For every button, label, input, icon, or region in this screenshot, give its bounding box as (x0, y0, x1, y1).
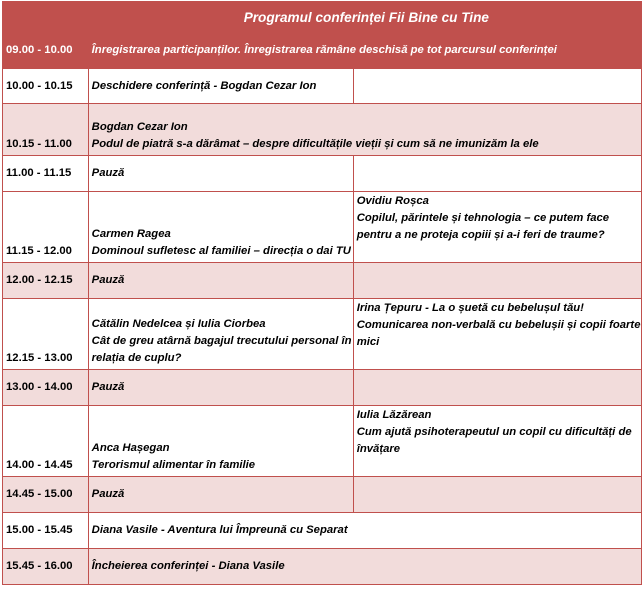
parallel-session-cell (353, 192, 641, 263)
time-cell: 12.15 - 13.00 (3, 299, 89, 370)
schedule-title: Programul conferinței Fii Bine cu Tine (88, 2, 641, 33)
session-cell (88, 477, 353, 513)
session-text: Cum ajută psihoterapeutul un copil cu dificultăți de învățare (356, 426, 632, 455)
speaker-name: Iulia Lăzărean (356, 409, 432, 421)
time-cell: 14.00 - 14.45 (3, 406, 89, 477)
schedule-row (3, 69, 642, 104)
schedule-row (3, 370, 642, 406)
time-cell: 09.00 - 10.00 (3, 33, 89, 69)
session-cell (88, 263, 353, 299)
time-cell: 10.15 - 11.00 (3, 104, 89, 156)
session-cell (88, 156, 353, 192)
schedule-row (3, 192, 642, 263)
title-blank-cell (3, 2, 89, 33)
session-cell (88, 370, 353, 406)
session-cell (88, 549, 641, 585)
schedule-row (3, 549, 642, 585)
session-cell (88, 406, 353, 477)
session-text: Înregistrarea participanților. Înregistrarea rămâne deschisă pe tot parcursul conferinței (91, 44, 557, 56)
parallel-session-cell (353, 477, 641, 513)
schedule-row (3, 263, 642, 299)
parallel-session-cell (353, 69, 641, 104)
session-cell (88, 104, 641, 156)
session-text: Terorismul alimentar în familie (91, 459, 256, 471)
time-cell: 15.45 - 16.00 (3, 549, 89, 585)
time-cell: 15.00 - 15.45 (3, 513, 89, 549)
schedule-row (3, 33, 642, 69)
time-cell: 14.45 - 15.00 (3, 477, 89, 513)
schedule-rows (3, 33, 642, 585)
time-cell: 11.15 - 12.00 (3, 192, 89, 263)
time-cell: 10.00 - 10.15 (3, 69, 89, 104)
schedule-row (3, 299, 642, 370)
parallel-session-cell (353, 263, 641, 299)
speaker-name: Irina Țepuru - La o șuetă cu bebelușul tău! (356, 302, 584, 314)
session-text: Încheierea conferinței - Diana Vasile (91, 560, 285, 572)
session-cell (88, 69, 353, 104)
session-text: Deschidere conferință - Bogdan Cezar Ion (91, 79, 317, 92)
session-text: Cât de greu atârnă bagajul trecutului personal în relația de cuplu? (91, 335, 352, 364)
speaker-name: Carmen Ragea (91, 228, 171, 240)
session-cell (88, 192, 353, 263)
session-text: Diana Vasile - Aventura lui Împreună cu Separat (91, 524, 348, 536)
time-cell: 12.00 - 12.15 (3, 263, 89, 299)
speaker-name: Ovidiu Roșca (356, 195, 429, 207)
session-text: Pauză (91, 274, 125, 286)
session-text: Comunicarea non-verbală cu bebelușii și copii foarte mici (356, 319, 641, 348)
session-cell (88, 513, 641, 549)
schedule-row (3, 156, 642, 192)
schedule-row (3, 406, 642, 477)
time-cell: 11.00 - 11.15 (3, 156, 89, 192)
schedule-row (3, 513, 642, 549)
schedule-row (3, 477, 642, 513)
session-text: Copilul, părintele și tehnologia – ce putem face pentru a ne proteja copiii și a-i feri de traume? (356, 212, 610, 241)
session-text: Dominoul sufletesc al familiei – direcția o dai TU (91, 245, 351, 257)
session-cell (88, 299, 353, 370)
speaker-name: Cătălin Nedelcea și Iulia Ciorbea (91, 318, 266, 330)
session-cell (88, 33, 641, 69)
title-row (3, 2, 642, 33)
session-text: Pauză (91, 381, 125, 393)
speaker-name: Anca Hașegan (91, 442, 170, 454)
parallel-session-cell (353, 370, 641, 406)
conference-schedule-table (2, 1, 642, 585)
session-text: Podul de piatră s-a dărâmat – despre dificultățile vieții și cum să ne imunizăm la ele (91, 138, 539, 150)
session-text: Pauză (91, 167, 125, 179)
parallel-session-cell (353, 299, 641, 370)
session-text: Pauză (91, 488, 125, 500)
parallel-session-cell (353, 156, 641, 192)
parallel-session-cell (353, 406, 641, 477)
time-cell: 13.00 - 14.00 (3, 370, 89, 406)
speaker-name: Bogdan Cezar Ion (91, 121, 188, 133)
schedule-row (3, 104, 642, 156)
